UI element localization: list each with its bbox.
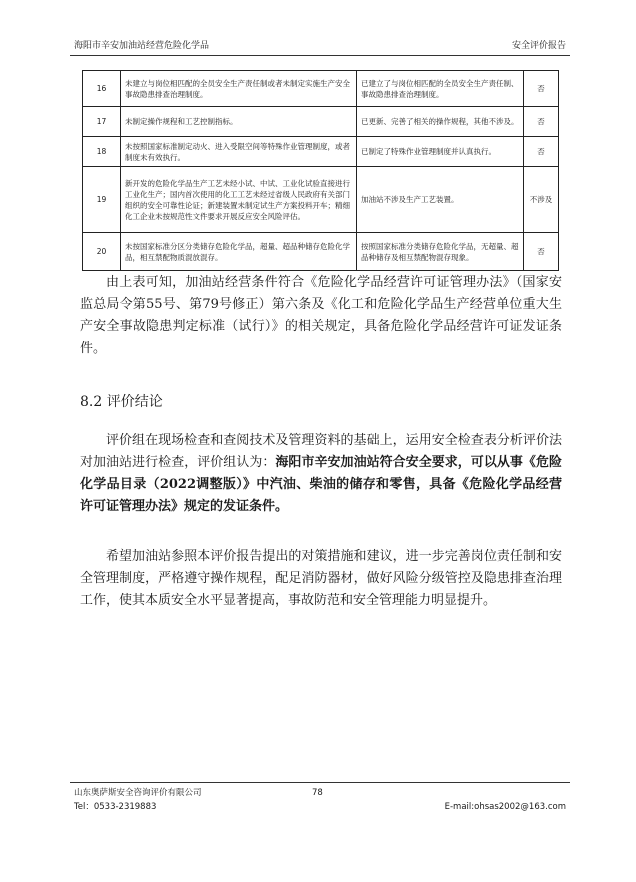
- conclusion-verdict-text: 海阳市辛安加油站符合安全要求，可以从事《危险化学品目录（2022调整版）》中汽油、柴油的储存和零售，具备《危险化学品经营许可证管理办法》规定的发证条件。: [80, 455, 562, 514]
- section-heading: 8.2 评价结论: [80, 394, 163, 410]
- footer-company: 山东奥萨斯安全咨询评价有限公司: [74, 788, 202, 798]
- check-result: 否: [524, 107, 559, 137]
- conclusion-intro-text: 评价组在现场检查和查阅技术及管理资料的基础上，运用安全检查表分析评价法对加油站进行检查，评价组认为：: [80, 433, 562, 470]
- evaluation-conclusion-paragraph: [80, 430, 562, 518]
- check-item: 新开发的危险化学品生产工艺未经小试、中试、工业化试验直接进行工业化生产；国内首次使用的化工工艺未经过省级人民政府有关部门组织的安全可靠性论证；新建装置未制定试生产方案投料开车；精细化工企业未按规范性文件要求开展反应安全风险评估。: [121, 167, 357, 233]
- row-number: 18: [83, 137, 121, 167]
- check-item: 未按照国家标准制定动火、进入受限空间等特殊作业管理制度，或者制度未有效执行。: [121, 137, 357, 167]
- check-finding: 加油站不涉及生产工艺装置。: [357, 167, 524, 233]
- header-title: 海阳市辛安加油站经营危险化学品: [74, 41, 210, 51]
- table-row: [83, 71, 559, 107]
- header-report-type: 安全评价报告: [511, 41, 566, 51]
- table-row: [83, 137, 559, 167]
- check-item: 未建立与岗位相匹配的全员安全生产责任制或者未制定实施生产安全事故隐患排查治理制度。: [121, 71, 357, 107]
- table-conclusion-paragraph: 由上表可知，加油站经营条件符合《危险化学品经营许可证管理办法》（国家安监总局令第55号、第79号修正）第六条及《化工和危险化学品生产经营单位重大生产安全事故隐患判定标准（试行）》的相关规定，具备危险化学品经营许可证发证条件。: [80, 275, 562, 356]
- footer-email: E-mail:ohsas2002@163.com: [444, 802, 566, 812]
- check-item: 未按国家标准分区分类储存危险化学品，超量、超品种储存危险化学品，相互禁配物质混放混存。: [121, 233, 357, 271]
- row-number: 16: [83, 71, 121, 107]
- check-result: 不涉及: [524, 167, 559, 233]
- safety-checklist-table: [82, 70, 559, 271]
- check-result: 否: [524, 71, 559, 107]
- check-result: 否: [524, 233, 559, 271]
- footer-phone: Tel：0533-2319883: [74, 802, 157, 812]
- row-number: 17: [83, 107, 121, 137]
- page-number: 78: [312, 788, 323, 798]
- check-finding: 已更新、完善了相关的操作规程，其他不涉及。: [357, 107, 524, 137]
- table-row: [83, 107, 559, 137]
- recommendation-paragraph: 希望加油站参照本评价报告提出的对策措施和建议，进一步完善岗位责任制和安全管理制度，严格遵守操作规程，配足消防器材，做好风险分级管控及隐患排查治理工作，使其本质安全水平显著提高，事故防范和安全管理能力明显提升。: [80, 549, 562, 608]
- row-number: 20: [83, 233, 121, 271]
- footer-rule: [70, 782, 570, 783]
- check-item: 未制定操作规程和工艺控制指标。: [121, 107, 357, 137]
- check-finding: 按照国家标准分类储存危险化学品，无超量、超品种储存及相互禁配物混存现象。: [357, 233, 524, 271]
- row-number: 19: [83, 167, 121, 233]
- table-row: [83, 233, 559, 271]
- check-finding: 已建立了与岗位相匹配的全员安全生产责任制、事故隐患排查治理制度。: [357, 71, 524, 107]
- page-header: [70, 38, 570, 54]
- table-row: [83, 167, 559, 233]
- check-finding: 已制定了特殊作业管理制度并认真执行。: [357, 137, 524, 167]
- header-rule: [70, 55, 570, 56]
- check-result: 否: [524, 137, 559, 167]
